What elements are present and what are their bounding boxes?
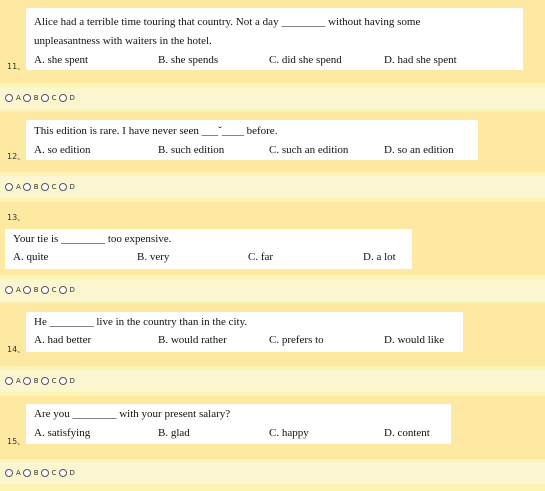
- question-12-option-b[interactable]: [23, 183, 39, 191]
- question-12-option-d[interactable]: [59, 183, 75, 191]
- question-13-choice-a: A. quite: [13, 251, 49, 263]
- option-label: B: [33, 94, 39, 102]
- question-11-stem-line-1: Alice had a terrible time touring that country. Not a day ________ without having some: [34, 16, 421, 28]
- radio-icon[interactable]: [59, 183, 67, 191]
- question-15-choice-c: C. happy: [269, 427, 309, 439]
- question-15-options: [0, 462, 545, 484]
- option-label: D: [69, 377, 75, 385]
- option-label: C: [51, 377, 57, 385]
- question-15-option-c[interactable]: [41, 469, 57, 477]
- question-11-choice-b: B. she spends: [158, 54, 219, 66]
- radio-icon[interactable]: [5, 94, 13, 102]
- option-label: B: [33, 469, 39, 477]
- question-12-choice-d: D. so an edition: [384, 144, 454, 156]
- radio-icon[interactable]: [5, 469, 13, 477]
- radio-icon[interactable]: [59, 286, 67, 294]
- radio-icon[interactable]: [23, 377, 31, 385]
- question-11-card: [26, 8, 523, 70]
- option-label: A: [16, 377, 21, 385]
- radio-icon[interactable]: [41, 377, 49, 385]
- option-label: B: [33, 286, 39, 294]
- question-12-choice-a: A. so edition: [34, 144, 91, 156]
- question-14-option-b[interactable]: [23, 377, 39, 385]
- question-14-options: [0, 370, 545, 392]
- question-13-number: 13、: [7, 213, 26, 222]
- question-12-number: 12、: [7, 152, 26, 161]
- radio-icon[interactable]: [5, 377, 13, 385]
- question-13-stem: Your tie is ________ too expensive.: [13, 233, 172, 245]
- question-14-option-a[interactable]: [5, 377, 21, 385]
- question-11-choice-c: C. did she spend: [269, 54, 342, 66]
- question-13-option-d[interactable]: [59, 286, 75, 294]
- question-11-options: [0, 87, 545, 109]
- question-13-option-b[interactable]: [23, 286, 39, 294]
- question-15-choice-d: D. content: [384, 427, 430, 439]
- question-11-choice-d: D. had she spent: [384, 54, 457, 66]
- option-label: C: [51, 286, 57, 294]
- question-14-option-c[interactable]: [41, 377, 57, 385]
- question-12-stem: This edition is rare. I have never seen ___ˇ____ before.: [34, 125, 278, 137]
- radio-icon[interactable]: [41, 469, 49, 477]
- question-12-choice-b: B. such edition: [158, 144, 225, 156]
- option-label: B: [33, 183, 39, 191]
- option-label: A: [16, 94, 21, 102]
- question-13-choice-b: B. very: [137, 251, 170, 263]
- question-14-choice-d: D. would like: [384, 334, 445, 346]
- question-13-option-c[interactable]: [41, 286, 57, 294]
- question-15-card: [26, 404, 451, 444]
- option-label: C: [51, 94, 57, 102]
- question-11-option-a[interactable]: [5, 94, 21, 102]
- radio-icon[interactable]: [59, 94, 67, 102]
- option-label: C: [51, 469, 57, 477]
- option-label: D: [69, 94, 75, 102]
- question-13-choice-d: D. a lot: [363, 251, 396, 263]
- radio-icon[interactable]: [59, 377, 67, 385]
- question-15-option-b[interactable]: [23, 469, 39, 477]
- option-label: A: [16, 183, 21, 191]
- question-15-number: 15、: [7, 437, 26, 446]
- option-label: A: [16, 469, 21, 477]
- question-11-option-b[interactable]: [23, 94, 39, 102]
- question-11-choice-a: A. she spent: [34, 54, 89, 66]
- question-14-number: 14、: [7, 345, 26, 354]
- question-15-option-a[interactable]: [5, 469, 21, 477]
- question-13-choice-c: C. far: [248, 251, 274, 263]
- option-label: D: [69, 469, 75, 477]
- radio-icon[interactable]: [5, 286, 13, 294]
- question-11-option-d[interactable]: [59, 94, 75, 102]
- question-12-choice-c: C. such an edition: [269, 144, 349, 156]
- option-label: B: [33, 377, 39, 385]
- question-11-number: 11、: [7, 62, 26, 71]
- question-12-card: [26, 120, 478, 160]
- question-14-choice-c: C. prefers to: [269, 334, 324, 346]
- question-14-choice-b: B. would rather: [158, 334, 227, 346]
- option-label: D: [69, 183, 75, 191]
- radio-icon[interactable]: [23, 183, 31, 191]
- question-14-option-d[interactable]: [59, 377, 75, 385]
- radio-icon[interactable]: [59, 469, 67, 477]
- radio-icon[interactable]: [23, 94, 31, 102]
- question-15-choice-a: A. satisfying: [34, 427, 91, 439]
- radio-icon[interactable]: [41, 94, 49, 102]
- question-13-option-a[interactable]: [5, 286, 21, 294]
- question-12-option-c[interactable]: [41, 183, 57, 191]
- question-15-option-d[interactable]: [59, 469, 75, 477]
- radio-icon[interactable]: [41, 183, 49, 191]
- question-15-choice-b: B. glad: [158, 427, 190, 439]
- question-11-stem-line-2: unpleasantness with waiters in the hotel.: [34, 35, 212, 47]
- question-14-stem: He ________ live in the country than in the city.: [34, 316, 248, 328]
- radio-icon[interactable]: [5, 183, 13, 191]
- radio-icon[interactable]: [23, 469, 31, 477]
- question-12-options: [0, 176, 545, 198]
- question-14-card: [26, 312, 463, 352]
- question-12-option-a[interactable]: [5, 183, 21, 191]
- option-label: D: [69, 286, 75, 294]
- option-label: A: [16, 286, 21, 294]
- option-label: C: [51, 183, 57, 191]
- question-14-choice-a: A. had better: [34, 334, 92, 346]
- question-11-option-c[interactable]: [41, 94, 57, 102]
- radio-icon[interactable]: [23, 286, 31, 294]
- question-15-stem: Are you ________ with your present salary?: [34, 408, 231, 420]
- radio-icon[interactable]: [41, 286, 49, 294]
- question-13-options: [0, 279, 545, 301]
- question-13-card: [5, 229, 412, 269]
